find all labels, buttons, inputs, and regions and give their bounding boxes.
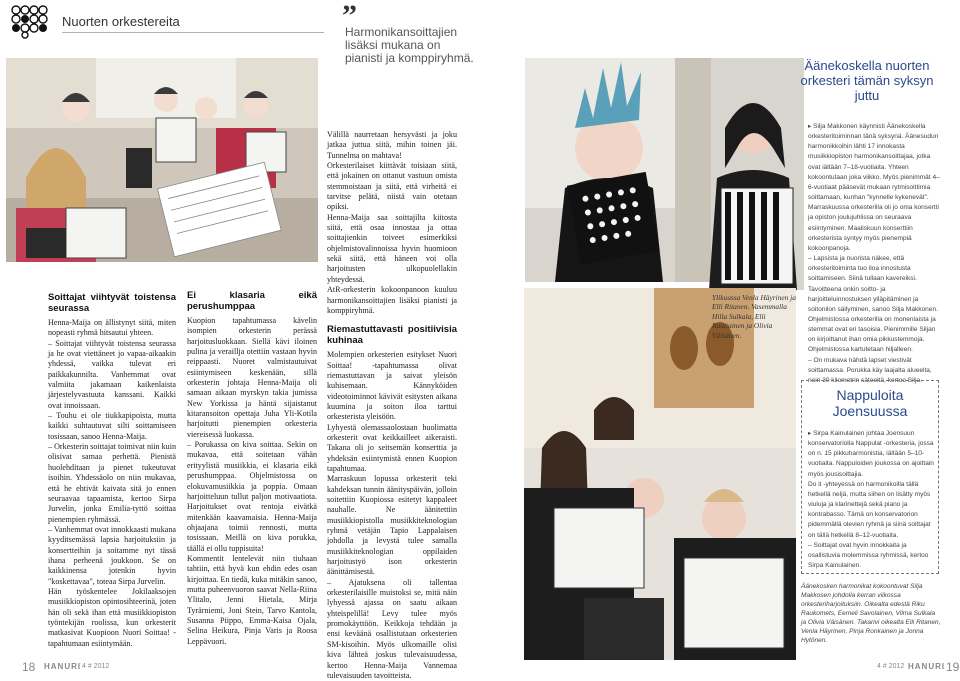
brand-logo-right: HANURI — [908, 662, 946, 671]
paragraph: Välillä naurretaan hersyvästi ja joku jatkaa juttua siitä, mihin toinen jäi. Tunnelma on mahtava! — [327, 130, 457, 160]
side-paragraph: – Lapsista ja nuorista näkee, että orkesteritoiminta tuo iloa innostusta soittamiseen. Siinä tullaan kavereiksi. Tavoitteena onkin soitto- ja harjoitteluinnostuksen ylläpitäminen ja soitonilon säilyminen, sanoo Silja Makkonen. — [808, 255, 938, 313]
paragraph: Kuopion tapahtumassa kävelin isompien orkesterin perässä harjoitusluokkaan. Siellä kävi iloinen pulina ja veraillja otettiin vastaan hyvin reippaasti. Nuoret valmistautuivat esiintymiseen keskenään, sillä orkesterin johtaja Henna-Maija oli samaan aikaan myrskyn takia jumissa New Yorkissa ja häntä sijaistanut kitaransoiton opettaja Juha Yli-Kotila harjoitutti pienempien orkesteria viereisessä luokassa. — [187, 316, 317, 439]
section-rule — [62, 32, 324, 33]
right-article-column — [327, 130, 457, 681]
subheading-riemastuttavasti: Riemastuttavasti positiivisia kuhinaa — [327, 324, 457, 347]
middle-article-column — [187, 290, 317, 647]
photo-orchestra-rehearsal — [524, 288, 796, 660]
paragraph: Marraskuun lopussa orkesterit teki kahdeksan tunnin äänityspäivän, jolloin soitettiin Kuopiossa esitetyt kappaleet nauhalle. Ne äänitettiin musiikkiopistolla musiikkiteknologian ryhmä vetäjän Tapio Lappalaisen johdolla ja levystä tulee samalla musiikkiteknologian oppilaiden harjoitustyö ison orkesterin äänittämisestä. — [327, 474, 457, 577]
subheading-klasaria: Ei klasaria eikä perushumppaa — [187, 290, 317, 312]
left-article-column — [48, 292, 176, 649]
logo-dots-icon — [10, 4, 56, 38]
paragraph: – Touhu ei ole tiukkapipoista, mutta kaikki suhtautuvat silti soittamiseen tosissaan, sanoo Henna-Maija. — [48, 411, 176, 441]
paragraph: Lyhyestä olemassaolostaan huolimatta orkesterit ovat keikkailleet aikeraisti. Takana oli jo seitsemän konserttia ja yhdeksän esiintymistä ennen Kuopion tapahtumaa. — [327, 422, 457, 473]
nappu-box-text — [808, 429, 936, 571]
issue-label-left: 4 # 2012 — [82, 663, 110, 670]
paragraph: Kommentit lentelevät niin tiuhaan tahtiin, että hyvä kun ehdin edes osan kirjoittaa. En tiedä, kuka mitäkin sanoo, mutta puheenvuoron saavat Nella-Riina Ylitalo, Jenni Hietala, Mirja Tyrärniemi, Joni Stein, Tarvo Kantola, Susanna Piippo, Emma-Kaisa Ojala, Selina Heikura, Pinja Varis ja Roosa Leppävuori. — [187, 553, 317, 646]
section-title: Nuorten orkestereita — [62, 14, 180, 29]
subheading-soittajat: Soittajat viihtyvät toistensa seurassa — [48, 292, 176, 314]
nappu-photo-caption: Äänekosken harmonikat kokoontuvat Silja Makkosen johdolla kerran viikossa orkesteriharjoituksiin. Oikealta edestä Riku Raukomets, Eemeli Savolainen, Vilma Sulkala ja Olivia Väisänen. Takarivi oikealta Elli Ritanen, Venla Häyrinen, Pinja Ronkainen ja Jonna Hytönen. — [801, 583, 941, 644]
pull-quote: Harmonikansoittajien lisäksi mukana on pianisti ja komppiryhmä. — [345, 25, 474, 65]
triangle-bullet-icon: ▸ — [808, 430, 814, 437]
paragraph: Henna-Maija on ällistynyt siitä, miten nopeasti ryhmä hitsautui yhteen. — [48, 318, 176, 338]
brand-logo-left: HANURI — [44, 662, 82, 671]
triangle-bullet-icon: ▸ — [808, 123, 814, 130]
nappu-paragraph: Sirpa Kainulainen johtaa Joensuun konservatoriolla Nappulat -orkesteria, jossa on n. 15 pikkuharmonistia, iältään 5–10-vuotiaita. Nappuloiden joukossa on ajoittain myös jousisoittajia. — [808, 430, 934, 478]
paragraph: – Ajatuksena oli tallentaa orkesterilaisille muistoksi se, mitä näin lyhyessä ajassa on saatu aikaan yhteispelillä! Levy tulee myös promokäyttöön. Keikkoja tehdään ja ensi keväänä osallistutaan orkesterien SM-kisoihin. Myös ulkomaille olisi kiva lähteä joskus tulevaisuudessa, kertoo Henna-Maija Vannemaa tulevaisuuden tavoitteista. — [327, 577, 457, 680]
issue-label-right: 4 # 2012 — [877, 663, 905, 670]
page-number-left: 18 — [22, 660, 36, 674]
page-number-right: 19 — [946, 660, 960, 674]
side-paragraph: Ohjelmistossa orkesterilla on monenlaista ja stemmat ovat eri tasoisia. Pienimmille Siljan on kirjoittanut ihan omia pikkustemmoja. Ohjelmistossa kartutetaan hiljalleen. — [808, 315, 936, 354]
nappu-paragraph: Do it -yhteyessä on harmonikoilla tällä hetkellä neljä, mutta siihen on lisätty myös viuluja ja klarinettejä sekä piano ja kontrabasso. Tämä on konservatorion pidemmällä olevien ryhmä ja siinä soittajat on tällä hetkellä 8–12-vuotiaita. — [808, 480, 931, 539]
side-paragraph: Marraskuussa orkesterilla oli jo oma konsertti ja opiston joulujuhlissa on seuraava esiintyminen. Maaliskuun konserttiin orkesterista syntyy myös pienempiä kokoonpanoja. — [808, 204, 939, 252]
paragraph: AtR-orkesterin kokoonpanoon kuuluu harmonikansoittajien lisäksi pianisti ja komppiryhmä. — [327, 285, 457, 315]
paragraph: Molempien orkesterien esitykset Nuori Soittaa! -tapahtumassa olivat riemastuttavan ja saivat yleisön kuhisemaan. Kännyköiden videotoiminnot kävivät esitysten aikana kuumina ja soiton iloa tarttui orkesterista yleisöön. — [327, 350, 457, 422]
nappu-paragraph: – Soittajat ovat hyvin innokkaita ja osallistuvia molemmissa ryhmissä, kertoo Sirpa Kainulainen. — [808, 541, 929, 570]
photo-punk-accordionist — [525, 58, 711, 282]
photo-caption: Ylikuussa Venla Häyrinen ja Elli Ritanen. Vasemmalla Hilla Sulkala, Elli Rautiainen ja Olivia Väisänen. — [712, 293, 796, 340]
side-story-title: Äänekoskella nuorten orkesteri tämän syksyn juttu — [800, 58, 934, 103]
side-paragraph: – On mukava nähdä lapset viestivät soittamassa. Porukka käy laajalta alueelta, noin 30 kilometrin säteeltä, kertoo Silja. — [808, 356, 932, 384]
paragraph: – Porukassa on kiva soittaa. Sekin on mukavaa, että soitetaan vähän erityylistä musiikkia, ei klasaria eikä perushumppaa. Ohjelmistossa on elokuvamusiikkia ja poppia. Omaan harjoitteluun tullut paljon motivaatiota. Harjoitukset ovat rentoja eivätkä mitenkään kaavamaisia. Henna-Maija ohjaajana toimii rennosti, mutta tosissaan. Meillä on kiva porukka, täällä ei ollu tuppisuita! — [187, 440, 317, 553]
paragraph: – Soittajat viihtyvät toistensa seurassa ja he ovat viettäneet jo vapaa-aikaakin yhdessä, vaikka tulevat eri paikkakunnilta. Vanhemmat ovat valmiita jakamaan kaikenlaista järjestelyvastuuta kanssani. Kaikki ovat innoissaan. — [48, 338, 176, 410]
side-paragraph: Silja Makkonen käynnisti Äänekoskella orkesteritoiminnan tänä syksynä. Äänesudun harmonikkoihin lähti 17 innokasta musiikkiopiston harmonikansoittajaa, jotka ovat iältään 7–18-vuotiaita. Yhteen kokoontutaan joka viikko. Myös pienimmät 4–6-vuotiaat pääsevät mukaan rytmisoittimia soittamaan, kunhan "kynnelle kykenevät". — [808, 123, 940, 202]
quote-mark: ” — [342, 0, 357, 32]
paragraph: Orkesterilaiset kiittävät toisiaan siitä, että jokainen on ottanut vastuun omista stemmoistaan ja siitä, että virheitä ei tarvitse pelätä, niistä vain otetaan opiksi. — [327, 161, 457, 212]
paragraph: Hän työskentelee Jokilaaksojen musiikkiopiston opintosihteerinä, joten hän oli sekä ihan että musiikkiopiston työntekijän roolissa, kun orkesterit matkasivat Kuopioon Nuori Soittaa! -tapahtumaan esiintymään. — [48, 586, 176, 648]
orchestra-photo-left — [6, 58, 318, 262]
paragraph: Henna-Maija saa soittajilta kiitosta siitä, että osaa innostaa ja ottaa soittajienkin toiveet esimerkiksi ohjelmistovalinnoissa hyvin huomioon sekä siitä, että häneen voi olla harjoitusten ulkopuolellakin yhteydessä. — [327, 212, 457, 284]
paragraph: – Vanhemmat ovat innokkaasti mukana kyyditsemässä lapsia harjoituksiin ja konsertteihin ja soitamme nyt tässä ihana perheenä joukkoon. Se on kaikkinensa jotenkin hyvin "koskettavaa", toteaa Sirpa Jurvelin. — [48, 524, 176, 586]
photo-girl-accordion — [711, 58, 804, 290]
side-story-text — [808, 122, 944, 386]
paragraph: – Orkesterin soittajat toimivat niin kuin olisivat samaa perhettä. Pienistä huolehditaan ja pienet tukeutuvat isoihin. Yhdessäolo on niin mukavaa, että he ehtivät kaivata sitä jo ennen seuraavaa tapaamista, kertoo Sirpa Jurvelin, jonka Emilia-tyttö soittaa pienempien ryhmässä. — [48, 442, 176, 524]
nappu-box-title: Nappuloita Joensuussa — [832, 387, 908, 419]
